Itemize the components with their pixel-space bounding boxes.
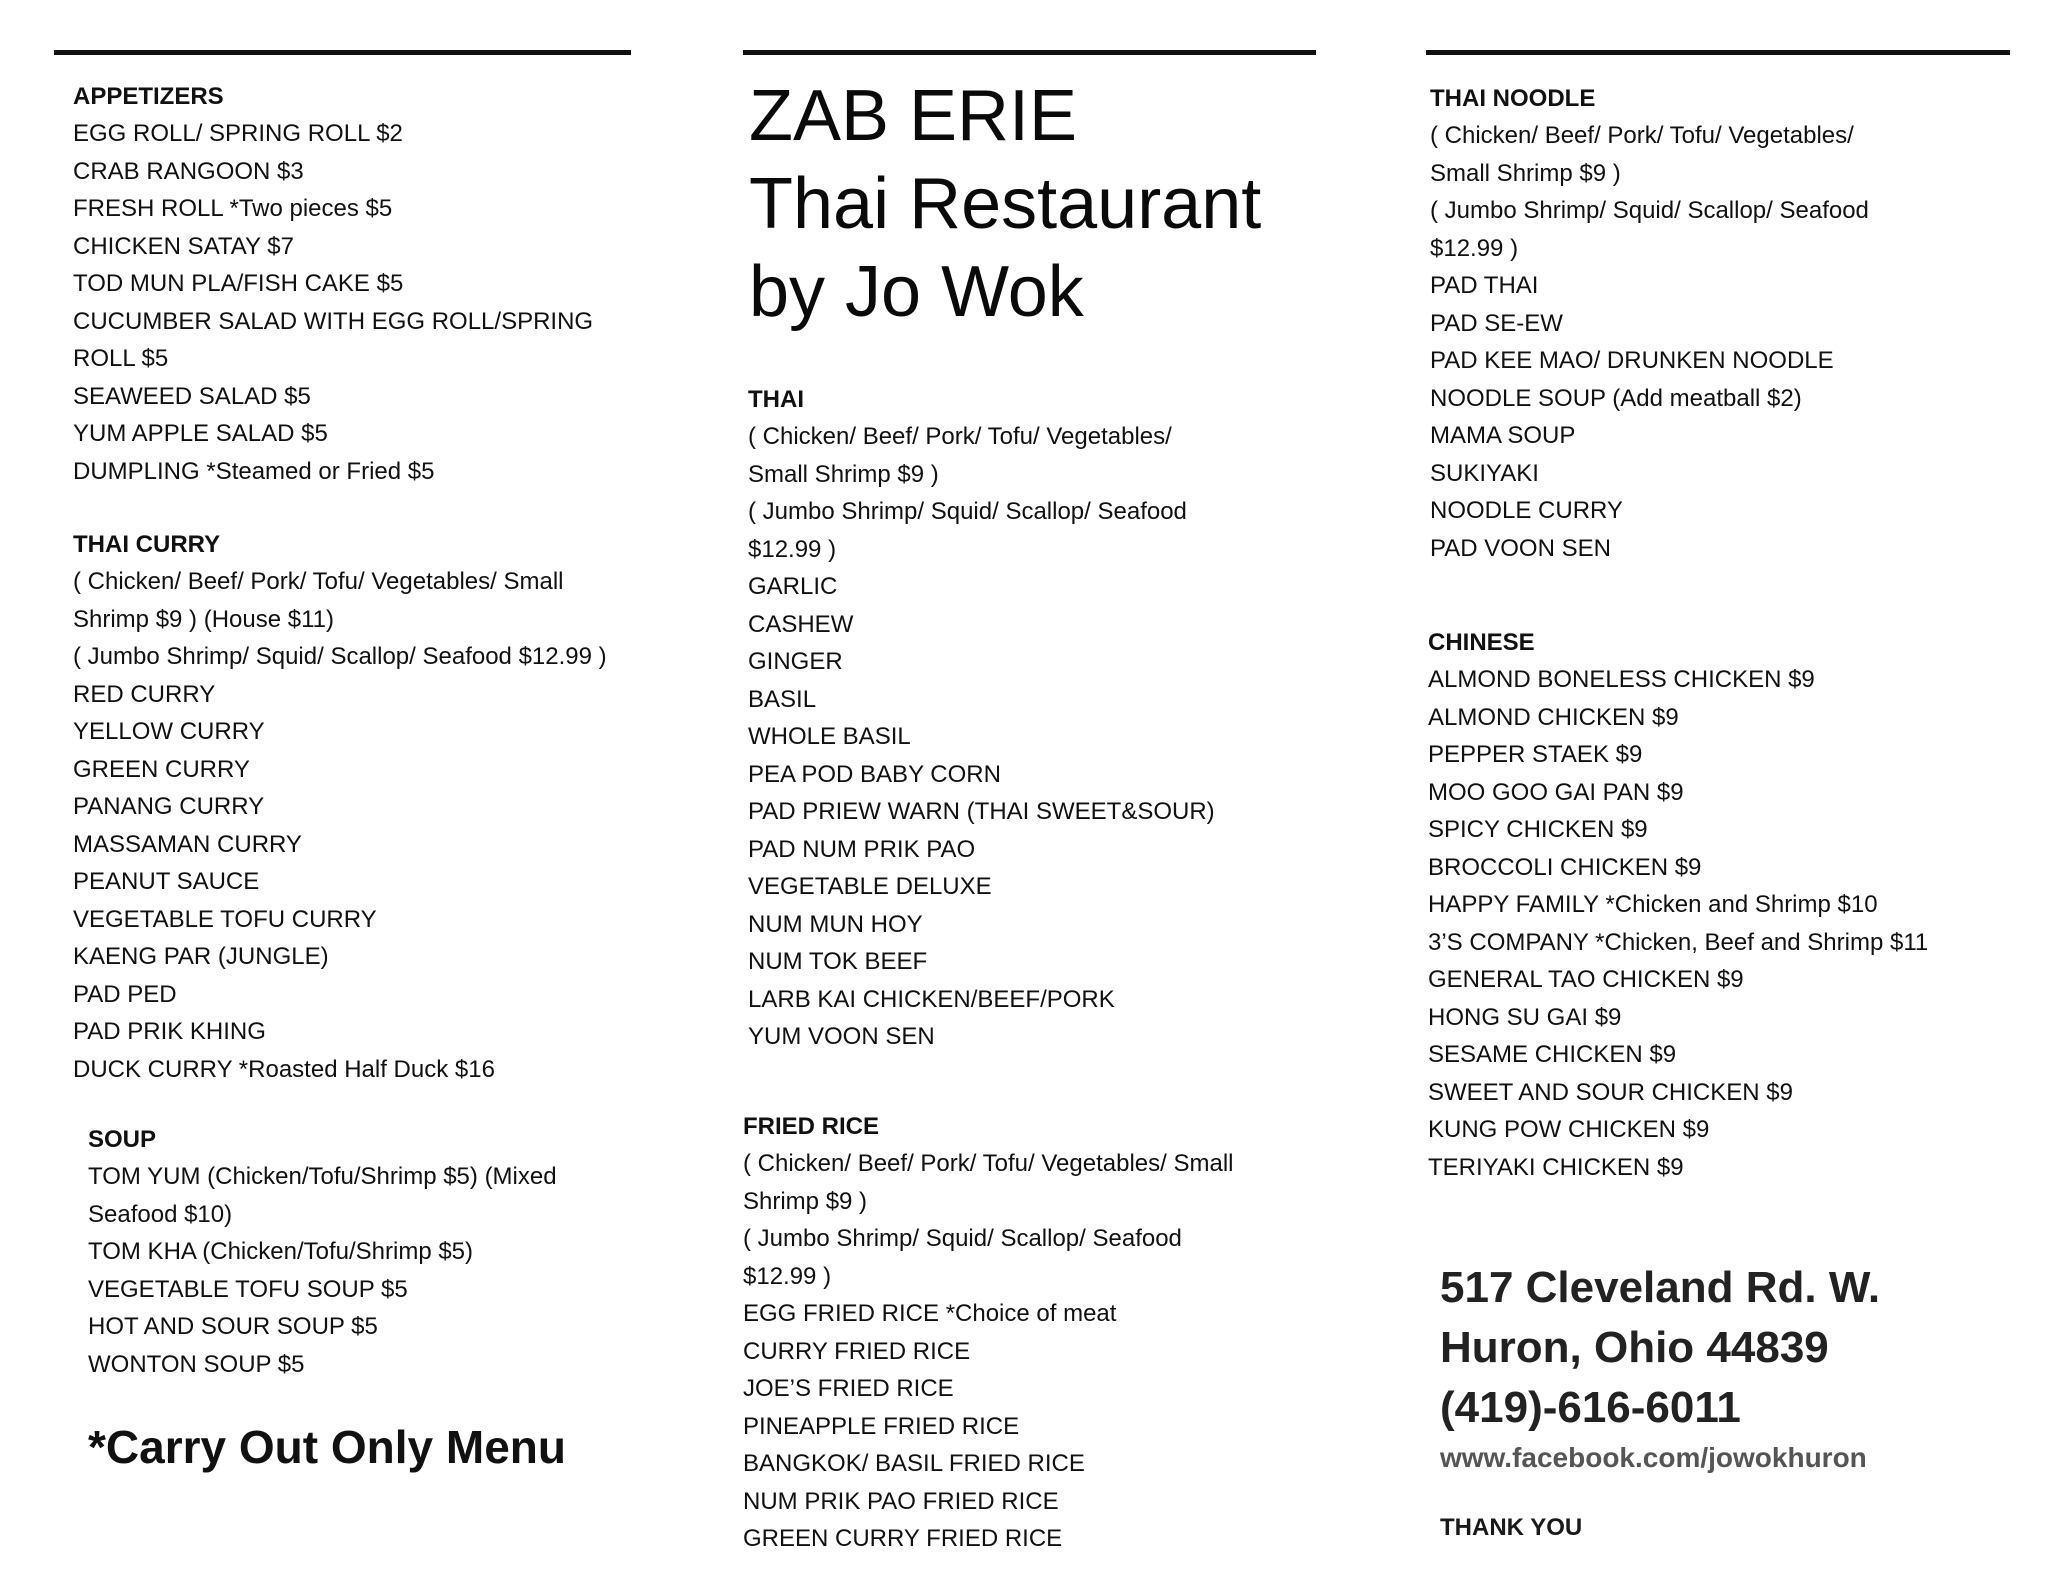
- menu-item: MAMA SOUP: [1430, 422, 1576, 449]
- menu-item: ( Jumbo Shrimp/ Squid/ Scallop/ Seafood: [1430, 197, 1869, 224]
- menu-item: SEAWEED SALAD $5: [73, 382, 311, 410]
- thank-you-text: THANK YOU: [1440, 1514, 1583, 1541]
- menu-item: Shrimp $9 ) (House $11): [73, 605, 334, 633]
- menu-item: HONG SU GAI $9: [1428, 1003, 1622, 1031]
- address-line1: 517 Cleveland Rd. W.: [1440, 1263, 1881, 1312]
- menu-item: NUM TOK BEEF: [748, 948, 928, 975]
- menu-item: EGG ROLL/ SPRING ROLL $2: [73, 120, 403, 147]
- menu-item: YUM VOON SEN: [748, 1023, 935, 1050]
- menu-item: NOODLE CURRY: [1430, 497, 1623, 524]
- menu-item: TOM YUM (Chicken/Tofu/Shrimp $5) (Mixed: [88, 1163, 557, 1190]
- menu-item: YUM APPLE SALAD $5: [73, 420, 328, 447]
- menu-item: PAD PRIK KHING: [73, 1018, 266, 1045]
- menu-item: NUM MUN HOY: [748, 910, 923, 938]
- chinese-list: [1428, 661, 1928, 1186]
- menu-item: HOT AND SOUR SOUP $5: [88, 1313, 378, 1340]
- menu-item: NOODLE SOUP (Add meatball $2): [1430, 384, 1802, 412]
- section-title-appetizers: APPETIZERS: [73, 83, 224, 110]
- menu-item: ( Jumbo Shrimp/ Squid/ Scallop/ Seafood: [743, 1225, 1182, 1252]
- menu-item: KAENG PAR (JUNGLE): [73, 943, 329, 970]
- menu-item: $12.99 ): [1430, 234, 1519, 262]
- menu-item: TERIYAKI CHICKEN $9: [1428, 1153, 1684, 1181]
- menu-item: BANGKOK/ BASIL FRIED RICE: [743, 1450, 1085, 1477]
- menu-item: $12.99 ): [743, 1262, 832, 1290]
- menu-item: SWEET AND SOUR CHICKEN $9: [1428, 1078, 1793, 1106]
- menu-item: MOO GOO GAI PAN $9: [1428, 778, 1684, 806]
- menu-item: ( Chicken/ Beef/ Pork/ Tofu/ Vegetables/: [748, 423, 1172, 450]
- menu-item: GINGER: [748, 648, 843, 675]
- restaurant-name-line3: by Jo Wok: [749, 252, 1084, 332]
- menu-item: PAD NUM PRIK PAO: [748, 835, 976, 863]
- menu-item: PAD KEE MAO/ DRUNKEN NOODLE: [1430, 347, 1834, 374]
- menu-item: ALMOND BONELESS CHICKEN $9: [1428, 666, 1815, 693]
- address-line2: Huron, Ohio 44839: [1440, 1323, 1829, 1372]
- soup-section: [88, 1121, 557, 1383]
- menu-item: ALMOND CHICKEN $9: [1428, 703, 1679, 731]
- menu-item: BROCCOLI CHICKEN $9: [1428, 853, 1702, 881]
- section-title-thai-noodle: THAI NOODLE: [1430, 85, 1596, 112]
- fried-rice-section: [743, 1108, 1233, 1558]
- fried-rice-list: [743, 1145, 1233, 1558]
- menu-item: GARLIC: [748, 573, 838, 600]
- menu-item: Shrimp $9 ): [743, 1187, 868, 1215]
- menu-item: ( Chicken/ Beef/ Pork/ Tofu/ Vegetables/ Small: [73, 568, 564, 595]
- menu-item: VEGETABLE TOFU CURRY: [73, 905, 377, 933]
- menu-item: TOD MUN PLA/FISH CAKE $5: [73, 270, 404, 297]
- menu-item: CHICKEN SATAY $7: [73, 232, 294, 260]
- contact-block: [1440, 1258, 1880, 1542]
- menu-item: JOE’S FRIED RICE: [743, 1375, 954, 1402]
- menu-item: DUMPLING *Steamed or Fried $5: [73, 457, 435, 485]
- menu-item: PAD PRIEW WARN (THAI SWEET&SOUR): [748, 798, 1215, 825]
- menu-item: PAD SE-EW: [1430, 309, 1563, 337]
- menu-item: HAPPY FAMILY *Chicken and Shrimp $10: [1428, 891, 1878, 918]
- menu-item: KUNG POW CHICKEN $9: [1428, 1116, 1710, 1143]
- menu-item: ROLL $5: [73, 345, 169, 372]
- menu-item: RED CURRY: [73, 680, 216, 708]
- menu-item: TOM KHA (Chicken/Tofu/Shrimp $5): [88, 1238, 474, 1265]
- menu-item: FRESH ROLL *Two pieces $5: [73, 195, 393, 222]
- menu-item: CUCUMBER SALAD WITH EGG ROLL/SPRING: [73, 307, 594, 335]
- menu-item: SESAME CHICKEN $9: [1428, 1041, 1677, 1068]
- restaurant-name-line1: ZAB ERIE: [749, 76, 1078, 156]
- menu-item: GREEN CURRY FRIED RICE: [743, 1525, 1063, 1552]
- restaurant-title: [749, 72, 1261, 336]
- menu-item: ( Chicken/ Beef/ Pork/ Tofu/ Vegetables/: [1430, 122, 1854, 149]
- appetizers-section: [73, 78, 593, 490]
- section-title-soup: SOUP: [88, 1126, 157, 1153]
- phone-number: (419)-616-6011: [1440, 1383, 1741, 1432]
- menu-item: Seafood $10): [88, 1200, 233, 1228]
- appetizers-list: [73, 115, 593, 490]
- menu-item: PAD THAI: [1430, 272, 1539, 299]
- menu-item: CURRY FRIED RICE: [743, 1337, 971, 1365]
- thai-noodle-list: [1430, 117, 1869, 567]
- menu-item: DUCK CURRY *Roasted Half Duck $16: [73, 1055, 495, 1083]
- menu-item: EGG FRIED RICE *Choice of meat: [743, 1300, 1117, 1327]
- thai-curry-section: [73, 526, 607, 1088]
- menu-item: VEGETABLE TOFU SOUP $5: [88, 1275, 408, 1303]
- menu-item: YELLOW CURRY: [73, 718, 265, 745]
- menu-item: SPICY CHICKEN $9: [1428, 816, 1648, 843]
- section-title-thai-curry: THAI CURRY: [73, 531, 221, 558]
- section-title-chinese: CHINESE: [1428, 629, 1535, 656]
- menu-item: GREEN CURRY: [73, 755, 250, 783]
- menu-item: $12.99 ): [748, 535, 837, 563]
- divider-rule-right: [1426, 50, 2010, 55]
- menu-item: NUM PRIK PAO FRIED RICE: [743, 1487, 1059, 1515]
- chinese-section: [1428, 624, 1928, 1186]
- menu-item: WHOLE BASIL: [748, 723, 911, 750]
- section-title-fried-rice: FRIED RICE: [743, 1113, 880, 1140]
- menu-item: PAD VOON SEN: [1430, 534, 1611, 562]
- thai-noodle-section: [1430, 80, 1869, 567]
- menu-item: PEPPER STAEK $9: [1428, 741, 1643, 768]
- menu-item: ( Jumbo Shrimp/ Squid/ Scallop/ Seafood: [748, 498, 1187, 525]
- soup-list: [88, 1158, 557, 1383]
- menu-item: BASIL: [748, 685, 817, 713]
- menu-item: CRAB RANGOON $3: [73, 157, 304, 185]
- menu-item: PEA POD BABY CORN: [748, 760, 1001, 788]
- menu-item: 3’S COMPANY *Chicken, Beef and Shrimp $11: [1428, 928, 1929, 956]
- menu-item: GENERAL TAO CHICKEN $9: [1428, 966, 1744, 993]
- menu-item: SUKIYAKI: [1430, 459, 1539, 487]
- menu-item: PANANG CURRY: [73, 793, 265, 820]
- restaurant-name-line2: Thai Restaurant: [749, 164, 1262, 244]
- menu-item: ( Jumbo Shrimp/ Squid/ Scallop/ Seafood $12.99 ): [73, 643, 607, 670]
- divider-rule-center: [743, 50, 1316, 55]
- website-link[interactable]: www.facebook.com/jowokhuron: [1440, 1442, 1867, 1473]
- thai-curry-list: [73, 563, 607, 1088]
- menu-item: MASSAMAN CURRY: [73, 830, 302, 858]
- menu-item: PAD PED: [73, 980, 177, 1008]
- divider-rule-left: [54, 50, 631, 55]
- section-title-thai: THAI: [748, 386, 804, 413]
- menu-item: CASHEW: [748, 610, 854, 638]
- thai-section: [748, 381, 1215, 1056]
- menu-item: Small Shrimp $9 ): [1430, 159, 1621, 187]
- carry-out-note: *Carry Out Only Menu: [88, 1421, 566, 1473]
- menu-item: ( Chicken/ Beef/ Pork/ Tofu/ Vegetables/ Small: [743, 1150, 1234, 1177]
- menu-item: Small Shrimp $9 ): [748, 460, 939, 488]
- thai-list: [748, 418, 1215, 1056]
- menu-item: LARB KAI CHICKEN/BEEF/PORK: [748, 985, 1115, 1013]
- menu-item: PINEAPPLE FRIED RICE: [743, 1412, 1020, 1440]
- menu-item: VEGETABLE DELUXE: [748, 873, 992, 900]
- menu-item: PEANUT SAUCE: [73, 868, 260, 895]
- menu-item: WONTON SOUP $5: [88, 1350, 305, 1378]
